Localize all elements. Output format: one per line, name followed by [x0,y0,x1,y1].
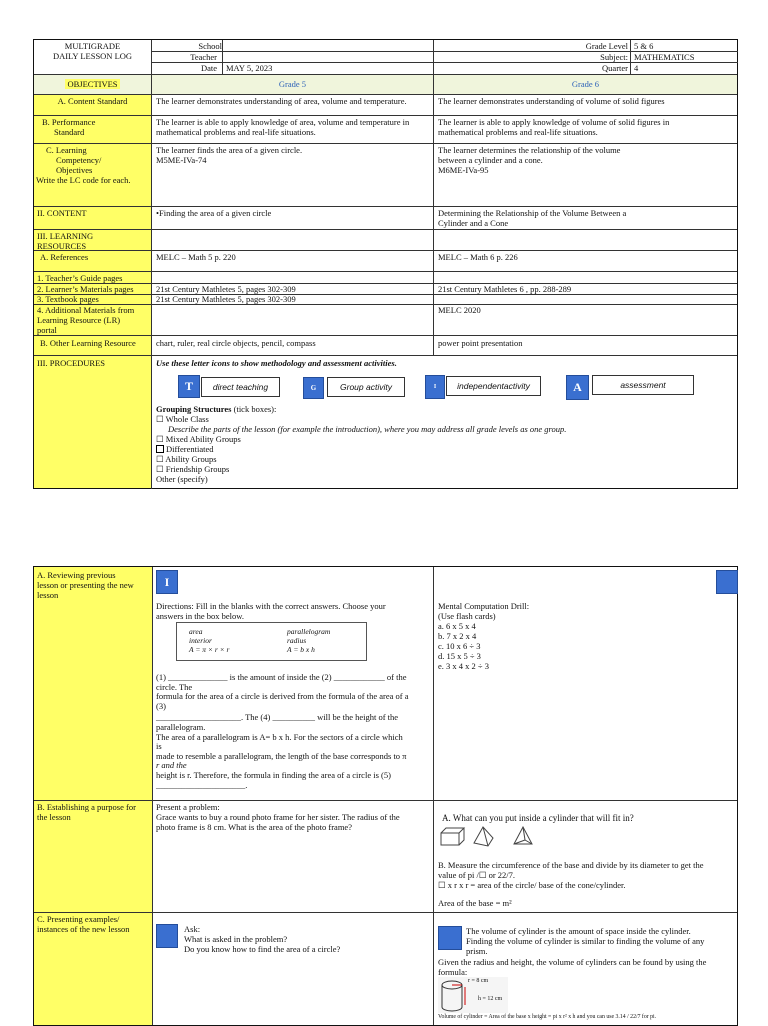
competency-g5: The learner finds the area of a given circle. M5ME-IVa-74 [156,145,303,165]
references-g5: MELC – Math 5 p. 220 [156,252,236,262]
figure-radius-label: r = 8 cm [468,978,489,984]
lm-pages-label: 2. Learner’s Materials pages [37,284,134,294]
lm-pages-g6: 21st Century Mathletes 6 , pp. 288-289 [438,284,572,294]
procedures-instruction: Use these letter icons to show methodology and assessment activities. [156,358,397,368]
teacher-label: Teacher [190,52,217,62]
date-value: MAY 5, 2023 [226,63,273,73]
reviewing-g6-drill: Mental Computation Drill: (Use flash cards) a. 6 x 5 x 4 b. 7 x 2 x 4 c. 10 x 6 ÷ 3 d. 15 x 5 ÷ 3 e. 3 x 4 x 2 ÷ 3 [438,601,530,671]
competency-g6: The learner determines the relationship of the volume between a cylinder and a cone. M6ME-IVa-95 [438,145,621,175]
solid-figures-icon [440,826,540,848]
direct-teaching-icon-examples [156,924,178,948]
examples-g5: Ask: What is asked in the problem? Do you know how to find the area of a circle? [184,924,341,954]
quarter-label: Quarter [602,63,628,73]
additional-g6: MELC 2020 [438,305,481,315]
content-g6: Determining the Relationship of the Volume Between a Cylinder and a Cone [438,208,627,228]
school-label: School [198,41,222,51]
independent-activity-icon: I [425,375,445,399]
performance-g5: The learner is able to apply knowledge of area, volume and temperature in mathematical problems and real-life situations. [156,117,410,137]
content-standard-label: A. Content Standard [57,96,128,106]
subject-value: MATHEMATICS [634,52,695,62]
tb-pages-label: 3. Textbook pages [37,294,99,304]
direct-teaching-icon: T [178,375,200,398]
group-activity-label: Group activity [327,377,405,397]
content-g5: •Finding the area of a given circle [156,208,272,218]
date-label: Date [200,63,217,73]
tg-pages-label: 1. Teacher’s Guide pages [37,273,123,283]
other-resource-g6: power point presentation [438,338,523,348]
reviewing-label: A. Reviewing previous lesson or presenting the new lesson [37,570,134,600]
content-standard-g5: The learner demonstrates understanding of area, volume and temperature. [156,96,407,106]
performance-g6: The learner is able to apply knowledge of volume of solid figures in mathematical problems and real-life situations. [438,117,670,137]
header-title-line1: MULTIGRADE [64,41,121,51]
examples-g6-text2: Given the radius and height, the volume of cylinders can be found by using the formula: [438,957,707,977]
corner-icon-review [716,570,738,594]
references-label: A. References [40,252,89,262]
performance-label: B. Performance Standard [42,117,96,137]
label-column-2 [34,567,152,1025]
purpose-g5: Present a problem: Grace wants to buy a round photo frame for her sister. The radius of the photo frame is 8 cm. What is the area of the photo frame? [156,802,400,832]
grouping-structures: Grouping Structures (tick boxes): ☐ Whole Class Describe the parts of the lesson (for example the introduction), where you may address all grade levels as one group. ☐ Mixed Ability Groups Differentiated ☐ Ability Groups ☐ Friendship Groups Other (specify) [156,404,567,484]
procedures-label: III. PROCEDURES [37,358,106,368]
assessment-icon: A [566,375,589,400]
examples-label: C. Presenting examples/ instances of the new lesson [37,914,130,934]
lm-pages-g5: 21st Century Mathletes 5, pages 302-309 [156,284,296,294]
grade-level-value: 5 & 6 [634,41,654,51]
content-standard-g6: The learner demonstrates understanding of volume of solid figures [438,96,665,106]
other-resource-g5: chart, ruler, real circle objects, pencil, compass [156,338,316,348]
assessment-label: assessment [592,375,694,395]
figure-height-label: h = 12 cm [478,996,503,1002]
grade-level-label: Grade Level [585,41,628,51]
independent-activity-icon-review: I [156,570,178,594]
grade6-header: Grade 6 [571,79,600,89]
word-box: area interior A = π × r × r parallelogram radius A = b x h [176,622,367,661]
references-g6: MELC – Math 6 p. 226 [438,252,518,262]
reviewing-g5-blanks: (1) ______________ is the amount of inside the (2) ____________ of the circle. The formula for the area of a circle is derived from the formula of the area of a (3) ____________________. The (4) __________ will be the height of the parallelogram. The area of a parallelogram is A= b x h. For the sectors of a circle which is made to resemble a parallelogram, the length of the base corresponds to π r and the height is r. Therefore, the formula in finding the area of a circle is (5) _____________________. [156,672,409,790]
examples-g6-text: The volume of cylinder is the amount of space inside the cylinder. Finding the volume of cylinder is similar to finding the volume of any prism. [466,926,705,956]
examples-g6-formula: Volume of cylinder = Area of the base x height = pi x r² x h and you can use 3.14 / 22/7 for pi. [438,1014,657,1020]
header-title [34,40,151,74]
purpose-g6-b: B. Measure the circumference of the base and divide by its diameter to get the value of pi /☐ or 22/7. ☐ x r x r = area of the circle/ base of the cone/cylinder. Area of the base = m² [438,860,704,908]
purpose-label: B. Establishing a purpose for the lesson [37,802,136,822]
content-label: II. CONTENT [37,208,87,218]
additional-label: 4. Additional Materials from Learning Resource (LR) portal [37,305,135,335]
independent-activity-label: independentactivity [446,376,541,396]
resources-label: III. LEARNING RESOURCES [37,231,94,251]
subject-label: Subject: [600,52,628,62]
objectives-label: OBJECTIVES [67,79,118,89]
reviewing-g5-directions: Directions: Fill in the blanks with the correct answers. Choose your answers in the box below. [156,601,386,621]
other-resource-label: B. Other Learning Resource [40,338,136,348]
direct-teaching-icon-examples-g6 [438,926,462,950]
direct-teaching-label: direct teaching [201,377,280,397]
quarter-value: 4 [634,63,639,73]
header-title-line2: DAILY LESSON LOG [52,51,133,61]
purpose-g6-a: A. What can you put inside a cylinder that will fit in? [442,813,634,823]
grade5-header: Grade 5 [278,79,307,89]
tb-pages-g5: 21st Century Mathletes 5, pages 302-309 [156,294,296,304]
group-activity-icon: G [303,377,324,399]
competency-label: C. Learning Competency/ Objectives Write the LC code for each. [36,145,131,185]
